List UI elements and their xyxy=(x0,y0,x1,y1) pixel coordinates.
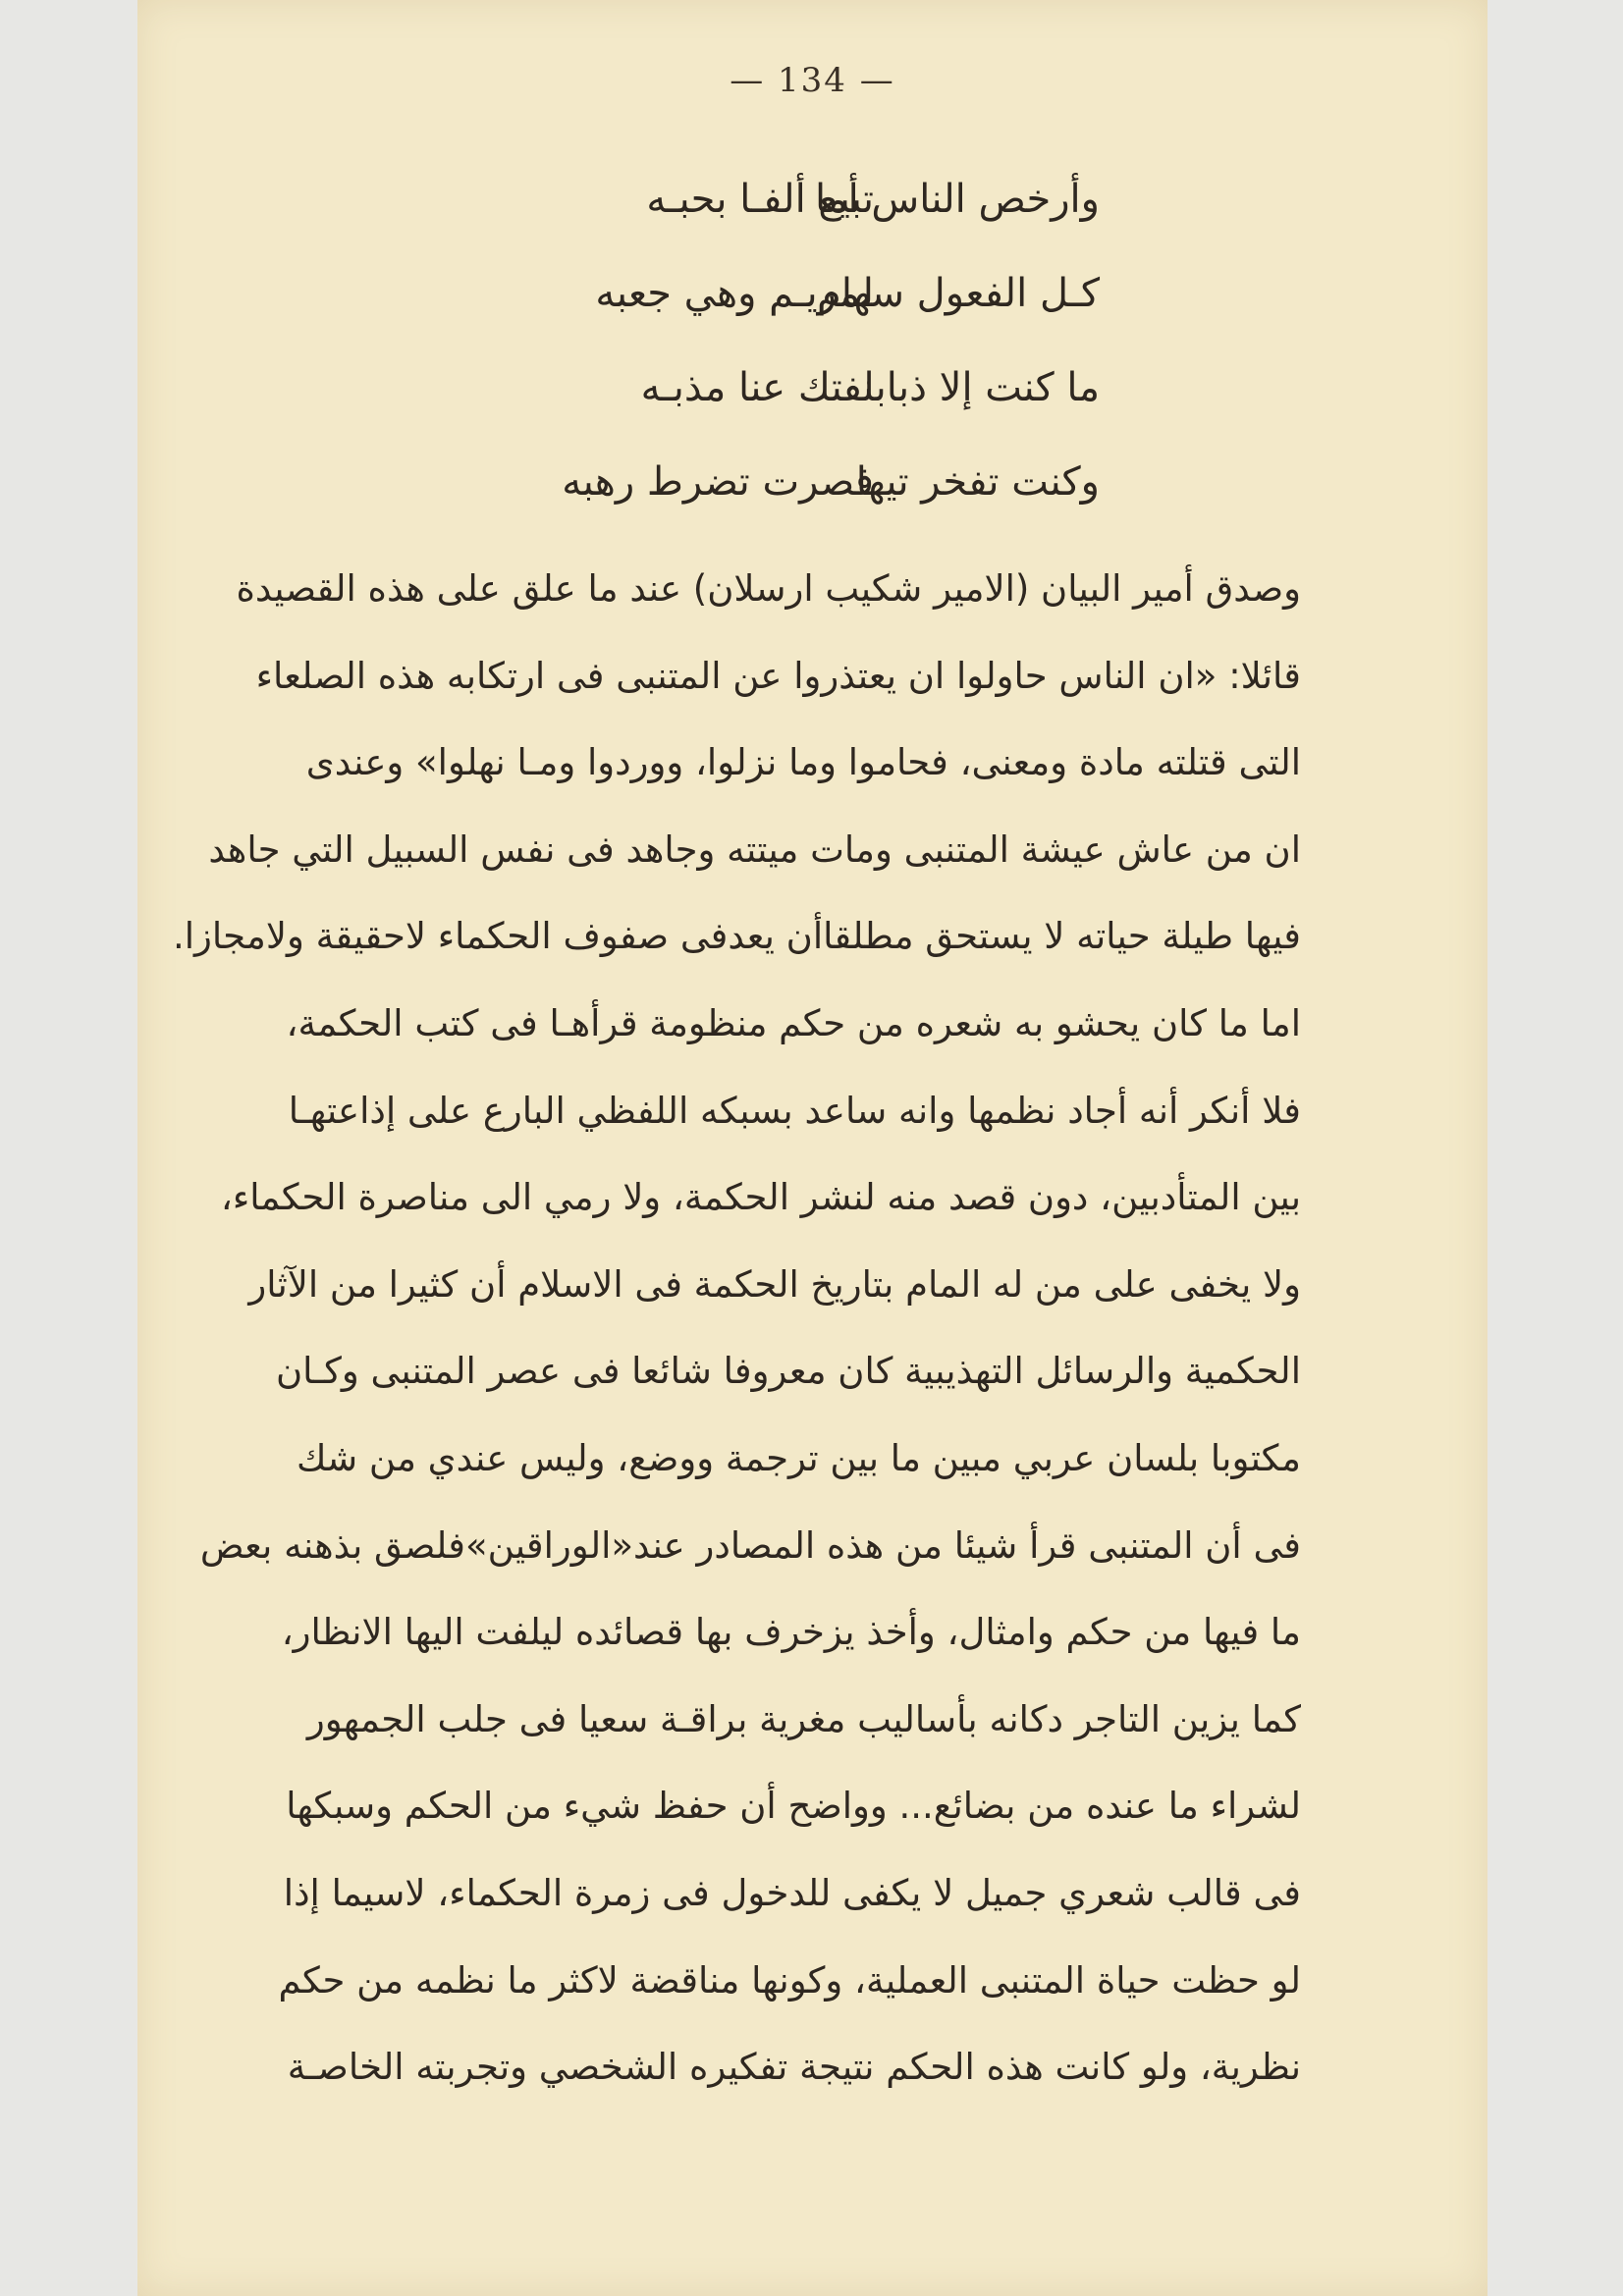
verse-first-hemistich: وكنت تفخر تيها xyxy=(855,459,1100,505)
verse-first-hemistich: وأرخص الناس أما xyxy=(814,177,1100,222)
text-line: فلا أنكر أنه أجاد نظمها وانه ساعد بسبكه اللفظي البارع على إذاعتهـا xyxy=(288,1089,1301,1132)
verse-first-hemistich: كـل الفعول سهام xyxy=(817,271,1100,316)
body-text xyxy=(108,546,1301,2111)
text-line: اما ما كان يحشو به شعره من حكم منظومة قرأهـا فى كتب الحكمة، xyxy=(286,1001,1301,1044)
text-line: التى قتلته مادة ومعنى، فحاموا وما نزلوا، ووردوا ومـا نهلوا» وعندى xyxy=(305,741,1301,784)
text-line: بين المتأدبين، دون قصد منه لنشر الحكمة، ولا رمي الى مناصرة الحكماء، xyxy=(220,1176,1301,1219)
text-line: فى أن المتنبى قرأ شيئا من هذه المصادر عند«الوراقين»فلصق بذهنه بعض xyxy=(199,1523,1301,1567)
book-page xyxy=(137,0,1488,2296)
text-line: فى قالب شعري جميل لا يكفى للدخول فى زمرة الحكماء، لاسيما إذا xyxy=(283,1871,1301,1914)
text-line: كما يزين التاجر دكانه بأساليب مغرية براقـة سعيا فى جلب الجمهور xyxy=(306,1697,1301,1740)
verse-second-hemistich: لمريـم وهي جعبه xyxy=(595,271,874,316)
verse xyxy=(137,261,1488,355)
page-number: — 134 — xyxy=(730,61,895,100)
text-line: نظرية، ولو كانت هذه الحكم نتيجة تفكيره الشخصي وتجربته الخاصـة xyxy=(287,2046,1301,2089)
verse xyxy=(137,450,1488,544)
verse-second-hemistich: نفتك عنا مذبـه xyxy=(640,365,874,410)
text-line: مكتوبا بلسان عربي مبين ما بين ترجمة ووضع، وليس عندي من شك xyxy=(296,1436,1301,1479)
text-line: فيها طيلة حياته لا يستحق مطلقاأن يعدفى صفوف الحكماء لاحقيقة ولامجازا. xyxy=(172,915,1301,958)
text-line: لشراء ما عنده من بضائع... وواضح أن حفظ شيء من الحكم وسبكها xyxy=(286,1785,1301,1828)
text-line: الحكمية والرسائل التهذيبية كان معروفا شائعا فى عصر المتنبى وكـان xyxy=(275,1350,1301,1393)
text-line: قائلا: «ان الناس حاولوا ان يعتذروا عن المتنبى فى ارتكابه هذه الصلعاء xyxy=(255,654,1301,697)
verse-second-hemistich: فصرت تضرط رهبه xyxy=(562,459,874,505)
text-line: وصدق أمير البيان (الامير شكيب ارسلان) عند ما علق على هذه القصيدة xyxy=(236,567,1301,610)
verse-first-hemistich: ما كنت إلا ذبابا xyxy=(863,365,1100,410)
text-line: ان من عاش عيشة المتنبى ومات ميتته وجاهد فى نفس السبيل التي جاهد xyxy=(208,828,1301,871)
verse xyxy=(137,167,1488,261)
verse xyxy=(137,355,1488,450)
text-line: لو حظت حياة المتنبى العملية، وكونها مناقضة لاكثر ما نظمه من حكم xyxy=(278,1958,1301,2002)
poem-verses xyxy=(137,167,1488,544)
text-line: ولا يخفى على من له المام بتاريخ الحكمة فى الاسلام أن كثيرا من الآثار xyxy=(248,1262,1301,1306)
verse-second-hemistich: تبيع ألفـا بحبـه xyxy=(646,177,874,222)
text-line: ما فيها من حكم وامثال، وأخذ يزخرف بها قصائده ليلفت اليها الانظار، xyxy=(281,1611,1301,1654)
